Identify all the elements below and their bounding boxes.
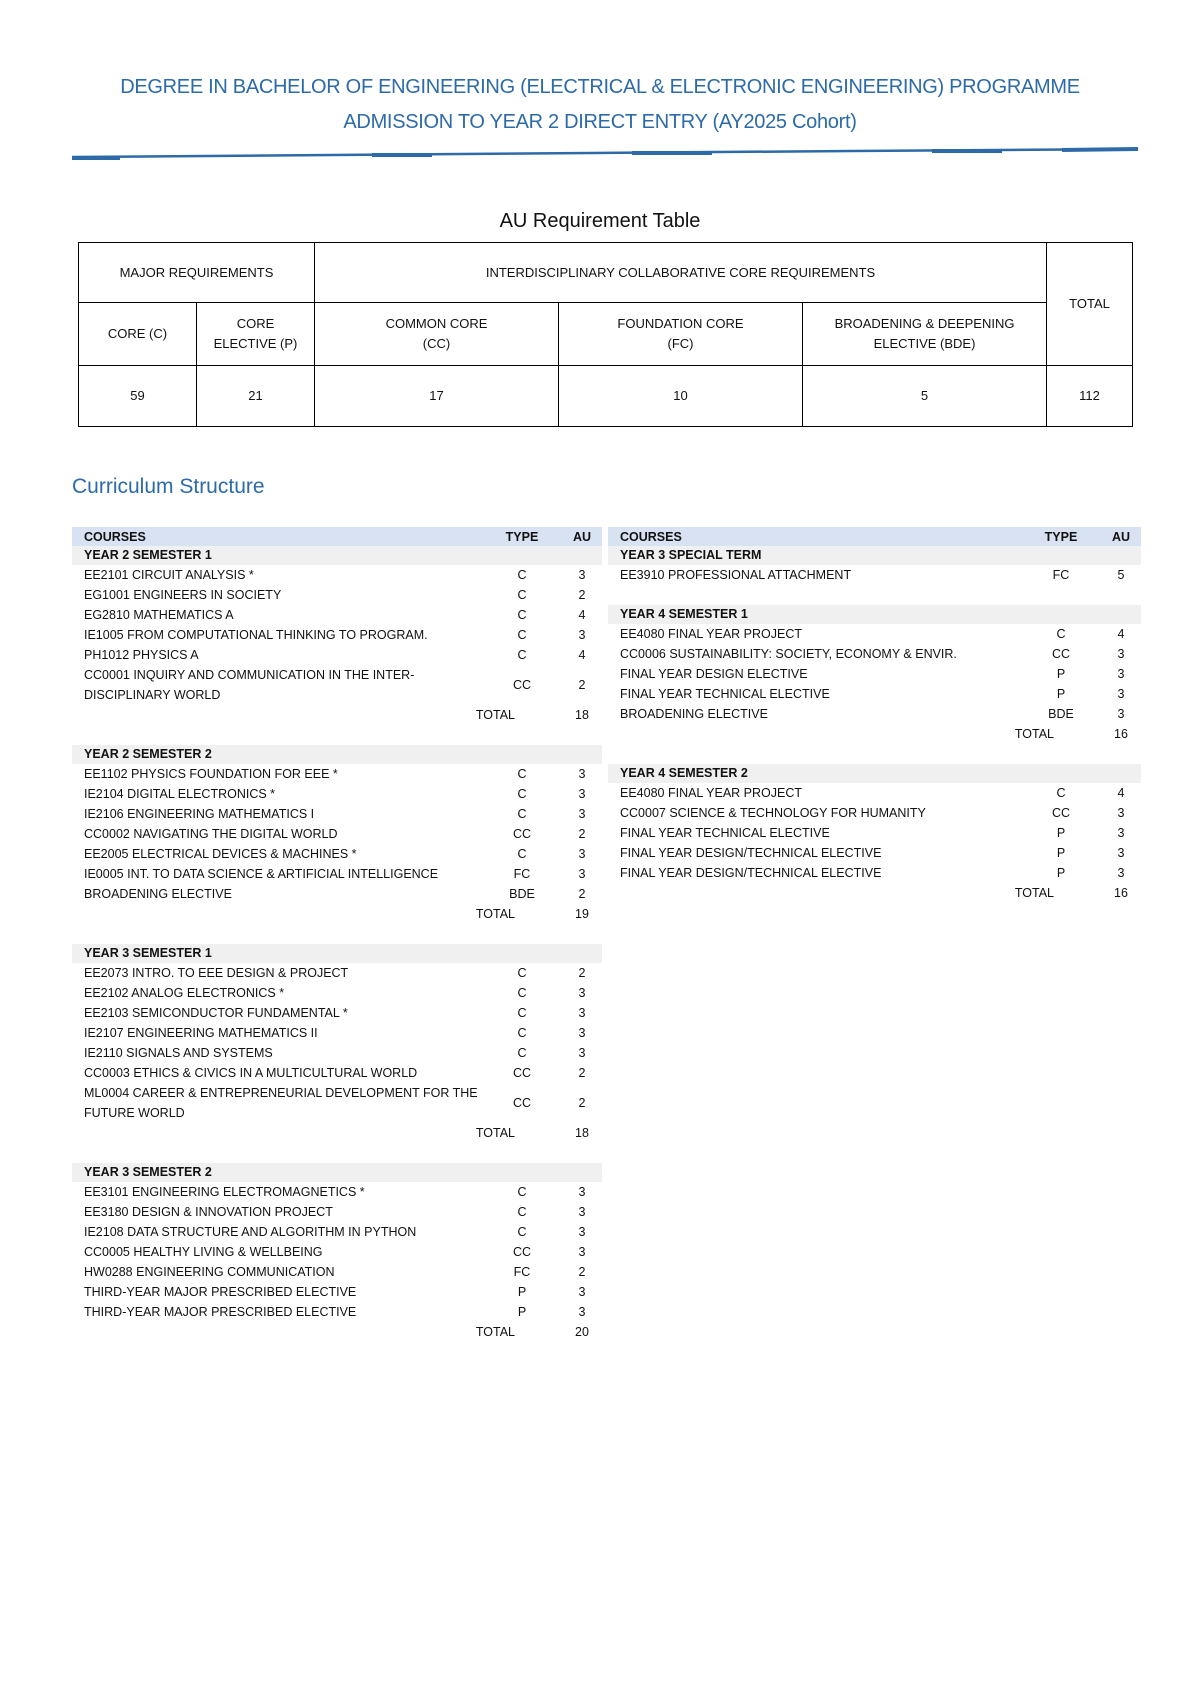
course-type: C — [517, 1026, 527, 1040]
header-rule — [72, 146, 1138, 162]
course-row — [72, 1063, 602, 1083]
course-au: 3 — [578, 986, 586, 1000]
course-type: CC — [512, 1096, 532, 1110]
course-type: P — [1056, 667, 1066, 681]
course-row — [72, 804, 602, 824]
course-row — [72, 1182, 602, 1202]
total-au: 18 — [575, 1126, 589, 1140]
course-au: 2 — [578, 1265, 586, 1279]
course-au: 3 — [578, 568, 586, 582]
course-au: 3 — [1117, 687, 1125, 701]
curriculum-right-column — [608, 527, 1141, 923]
course-au: 4 — [1117, 627, 1125, 641]
course-row — [72, 824, 602, 844]
course-type: C — [517, 807, 527, 821]
semester-total-row — [72, 1123, 602, 1143]
course-name: IE1005 FROM COMPUTATIONAL THINKING TO PROGRAM. — [84, 628, 428, 642]
total-label: TOTAL — [475, 708, 515, 722]
course-au: 3 — [578, 787, 586, 801]
course-au: 3 — [578, 1225, 586, 1239]
course-name: EE2103 SEMICONDUCTOR FUNDAMENTAL * — [84, 1006, 348, 1020]
course-name: EG2810 MATHEMATICS A — [84, 608, 234, 622]
course-row — [72, 605, 602, 625]
course-au: 3 — [1117, 806, 1125, 820]
total-au: 20 — [575, 1325, 589, 1339]
course-row — [72, 1242, 602, 1262]
curriculum-left-column — [72, 527, 602, 1362]
course-au: 3 — [578, 767, 586, 781]
course-name: IE0005 INT. TO DATA SCIENCE & ARTIFICIAL INTELLIGENCE — [84, 867, 439, 881]
course-name: BROADENING ELECTIVE — [84, 887, 232, 901]
course-type: C — [517, 966, 527, 980]
total-label: TOTAL — [1014, 886, 1054, 900]
semester-total-row — [608, 883, 1141, 903]
course-row — [72, 625, 602, 645]
course-type: C — [517, 588, 527, 602]
total-value: 112 — [1047, 365, 1133, 426]
course-name: CC0007 SCIENCE & TECHNOLOGY FOR HUMANITY — [620, 806, 926, 820]
course-type: CC — [1051, 647, 1071, 661]
course-au: 3 — [578, 807, 586, 821]
semester-title: YEAR 2 SEMESTER 1 — [72, 546, 602, 565]
course-row — [72, 864, 602, 884]
course-row — [608, 823, 1141, 843]
au-header: AU — [1111, 529, 1131, 544]
course-au: 2 — [578, 827, 586, 841]
total-label: TOTAL — [475, 1126, 515, 1140]
total-au: 16 — [1114, 886, 1128, 900]
course-row — [608, 843, 1141, 863]
semester-block — [72, 944, 602, 1143]
course-name: IE2110 SIGNALS AND SYSTEMS — [84, 1046, 273, 1060]
course-name: EE3910 PROFESSIONAL ATTACHMENT — [620, 568, 852, 582]
course-row — [608, 803, 1141, 823]
course-name: ML0004 CAREER & ENTREPRENEURIAL DEVELOPMENT FOR THE FUTURE WORLD — [84, 1086, 478, 1120]
course-type: C — [517, 986, 527, 1000]
course-name: THIRD-YEAR MAJOR PRESCRIBED ELECTIVE — [84, 1305, 357, 1319]
foundation-core-value: 10 — [559, 365, 803, 426]
total-au: 16 — [1114, 727, 1128, 741]
total-au: 18 — [575, 708, 589, 722]
column-header — [608, 527, 1141, 546]
semester-title: YEAR 4 SEMESTER 2 — [608, 764, 1141, 783]
course-name: EG1001 ENGINEERS IN SOCIETY — [84, 588, 282, 602]
semester-block — [72, 1163, 602, 1342]
course-au: 3 — [578, 1205, 586, 1219]
course-type: C — [517, 1046, 527, 1060]
core-elective-value: 21 — [197, 365, 315, 426]
total-label: TOTAL — [475, 907, 515, 921]
course-au: 3 — [1117, 846, 1125, 860]
course-type: CC — [512, 678, 532, 692]
course-row — [72, 1302, 602, 1322]
course-row — [72, 1023, 602, 1043]
course-name: IE2107 ENGINEERING MATHEMATICS II — [84, 1026, 318, 1040]
course-row — [608, 684, 1141, 704]
course-type: C — [1056, 786, 1066, 800]
course-row — [72, 645, 602, 665]
course-au: 3 — [578, 1026, 586, 1040]
course-row — [72, 963, 602, 983]
course-row — [72, 764, 602, 784]
semester-block — [72, 546, 602, 725]
course-au: 3 — [578, 1185, 586, 1199]
course-name: FINAL YEAR DESIGN/TECHNICAL ELECTIVE — [620, 846, 882, 860]
course-row — [608, 863, 1141, 883]
core-header: CORE (C) — [79, 303, 197, 365]
type-header: TYPE — [1044, 529, 1078, 544]
bde-value: 5 — [803, 365, 1047, 426]
course-name: BROADENING ELECTIVE — [620, 707, 768, 721]
course-au: 2 — [578, 588, 586, 602]
course-au: 2 — [578, 1096, 586, 1110]
course-name: EE3101 ENGINEERING ELECTROMAGNETICS * — [84, 1185, 365, 1199]
icc-requirements-header: INTERDISCIPLINARY COLLABORATIVE CORE REQUIREMENTS — [315, 243, 1047, 303]
course-au: 3 — [1117, 866, 1125, 880]
course-type: CC — [1051, 806, 1071, 820]
course-type: C — [517, 767, 527, 781]
course-name: CC0003 ETHICS & CIVICS IN A MULTICULTURAL WORLD — [84, 1066, 418, 1080]
course-type: CC — [512, 1066, 532, 1080]
au-requirement-table — [78, 242, 1133, 427]
course-row — [72, 565, 602, 585]
course-au: 4 — [1117, 786, 1125, 800]
course-type: C — [517, 1205, 527, 1219]
course-au: 3 — [578, 867, 586, 881]
major-requirements-header: MAJOR REQUIREMENTS — [79, 243, 315, 303]
course-au: 3 — [578, 1006, 586, 1020]
semester-total-row — [72, 705, 602, 725]
course-type: CC — [512, 1245, 532, 1259]
course-au: 2 — [578, 887, 586, 901]
total-header: TOTAL — [1047, 243, 1133, 366]
course-name: CC0002 NAVIGATING THE DIGITAL WORLD — [84, 827, 338, 841]
course-name: FINAL YEAR DESIGN ELECTIVE — [620, 667, 808, 681]
course-type: P — [517, 1305, 527, 1319]
course-row — [72, 1222, 602, 1242]
semester-block — [608, 546, 1141, 585]
semester-total-row — [608, 724, 1141, 744]
course-type: C — [517, 1006, 527, 1020]
semester-title: YEAR 4 SEMESTER 1 — [608, 605, 1141, 624]
course-row — [608, 704, 1141, 724]
course-type: C — [517, 568, 527, 582]
course-row — [608, 565, 1141, 585]
course-row — [72, 1003, 602, 1023]
semester-block — [608, 605, 1141, 744]
course-name: EE3180 DESIGN & INNOVATION PROJECT — [84, 1205, 333, 1219]
course-au: 2 — [578, 678, 586, 692]
course-row — [72, 784, 602, 804]
curriculum-heading: Curriculum Structure — [72, 475, 265, 498]
course-au: 2 — [578, 966, 586, 980]
course-type: C — [517, 1225, 527, 1239]
course-au: 3 — [578, 1285, 586, 1299]
au-table-caption: AU Requirement Table — [499, 210, 701, 232]
core-elective-header: CORE ELECTIVE (P) — [197, 303, 315, 365]
admission-subtitle: ADMISSION TO YEAR 2 DIRECT ENTRY (AY2025 Cohort) — [343, 111, 857, 133]
course-row — [72, 1202, 602, 1222]
course-au: 3 — [1117, 707, 1125, 721]
course-type: C — [517, 787, 527, 801]
total-label: TOTAL — [475, 1325, 515, 1339]
course-type: P — [517, 1285, 527, 1299]
common-core-header: COMMON CORE (CC) — [315, 303, 559, 365]
course-name: THIRD-YEAR MAJOR PRESCRIBED ELECTIVE — [84, 1285, 357, 1299]
course-name: CC0005 HEALTHY LIVING & WELLBEING — [84, 1245, 323, 1259]
common-core-value: 17 — [315, 365, 559, 426]
course-row — [72, 1282, 602, 1302]
course-type: C — [517, 847, 527, 861]
course-row — [72, 665, 602, 705]
core-value: 59 — [79, 365, 197, 426]
course-type: FC — [1052, 568, 1070, 582]
course-type: P — [1056, 826, 1066, 840]
semester-title: YEAR 3 SEMESTER 2 — [72, 1163, 602, 1182]
course-name: EE4080 FINAL YEAR PROJECT — [620, 627, 803, 641]
course-name: EE2073 INTRO. TO EEE DESIGN & PROJECT — [84, 966, 349, 980]
course-name: EE2101 CIRCUIT ANALYSIS * — [84, 568, 254, 582]
course-name: EE2005 ELECTRICAL DEVICES & MACHINES * — [84, 847, 357, 861]
course-name: HW0288 ENGINEERING COMMUNICATION — [84, 1265, 335, 1279]
course-type: BDE — [1048, 707, 1074, 721]
course-type: C — [517, 628, 527, 642]
bde-header: BROADENING & DEEPENING ELECTIVE (BDE) — [803, 303, 1047, 365]
total-au: 19 — [575, 907, 589, 921]
course-au: 3 — [578, 1046, 586, 1060]
semester-title: YEAR 3 SPECIAL TERM — [608, 546, 1141, 565]
semester-block — [608, 764, 1141, 903]
course-name: EE1102 PHYSICS FOUNDATION FOR EEE * — [84, 767, 338, 781]
semester-title: YEAR 2 SEMESTER 2 — [72, 745, 602, 764]
course-au: 4 — [578, 608, 586, 622]
course-name: CC0006 SUSTAINABILITY: SOCIETY, ECONOMY & ENVIR. — [620, 647, 957, 661]
courses-header: COURSES — [620, 529, 682, 544]
course-name: FINAL YEAR DESIGN/TECHNICAL ELECTIVE — [620, 866, 882, 880]
course-row — [72, 1262, 602, 1282]
course-type: C — [1056, 627, 1066, 641]
course-au: 3 — [1117, 647, 1125, 661]
course-au: 3 — [578, 628, 586, 642]
type-header: TYPE — [505, 529, 539, 544]
course-name: EE2102 ANALOG ELECTRONICS * — [84, 986, 285, 1000]
course-row — [608, 783, 1141, 803]
course-row — [608, 664, 1141, 684]
course-au: 4 — [578, 648, 586, 662]
course-type: FC — [513, 1265, 531, 1279]
course-type: C — [517, 1185, 527, 1199]
foundation-core-header: FOUNDATION CORE (FC) — [559, 303, 803, 365]
course-name: CC0001 INQUIRY AND COMMUNICATION IN THE INTER-DISCIPLINARY WORLD — [84, 668, 415, 702]
semester-total-row — [72, 904, 602, 924]
course-au: 3 — [1117, 667, 1125, 681]
au-header: AU — [572, 529, 592, 544]
course-name: FINAL YEAR TECHNICAL ELECTIVE — [620, 687, 830, 701]
course-type: FC — [513, 867, 531, 881]
course-row — [72, 1043, 602, 1063]
course-au: 3 — [578, 1245, 586, 1259]
semester-block — [72, 745, 602, 924]
course-row — [72, 585, 602, 605]
course-name: IE2106 ENGINEERING MATHEMATICS I — [84, 807, 315, 821]
course-name: FINAL YEAR TECHNICAL ELECTIVE — [620, 826, 830, 840]
course-row — [72, 844, 602, 864]
course-type: C — [517, 608, 527, 622]
course-type: C — [517, 648, 527, 662]
course-type: P — [1056, 846, 1066, 860]
course-au: 3 — [1117, 826, 1125, 840]
courses-header: COURSES — [84, 529, 146, 544]
course-name: IE2108 DATA STRUCTURE AND ALGORITHM IN PYTHON — [84, 1225, 417, 1239]
course-type: BDE — [509, 887, 535, 901]
course-row — [608, 624, 1141, 644]
course-au: 5 — [1117, 568, 1125, 582]
course-name: PH1012 PHYSICS A — [84, 648, 199, 662]
column-header — [72, 527, 602, 546]
course-row — [608, 644, 1141, 664]
course-row — [72, 884, 602, 904]
programme-title: DEGREE IN BACHELOR OF ENGINEERING (ELECTRICAL & ELECTRONIC ENGINEERING) PROGRAMME — [120, 76, 1080, 98]
course-name: EE4080 FINAL YEAR PROJECT — [620, 786, 803, 800]
course-type: CC — [512, 827, 532, 841]
total-label: TOTAL — [1014, 727, 1054, 741]
course-type: P — [1056, 866, 1066, 880]
course-name: IE2104 DIGITAL ELECTRONICS * — [84, 787, 276, 801]
course-au: 3 — [578, 847, 586, 861]
course-au: 3 — [578, 1305, 586, 1319]
course-row — [72, 983, 602, 1003]
course-row — [72, 1083, 602, 1123]
semester-title: YEAR 3 SEMESTER 1 — [72, 944, 602, 963]
course-au: 2 — [578, 1066, 586, 1080]
course-type: P — [1056, 687, 1066, 701]
semester-total-row — [72, 1322, 602, 1342]
